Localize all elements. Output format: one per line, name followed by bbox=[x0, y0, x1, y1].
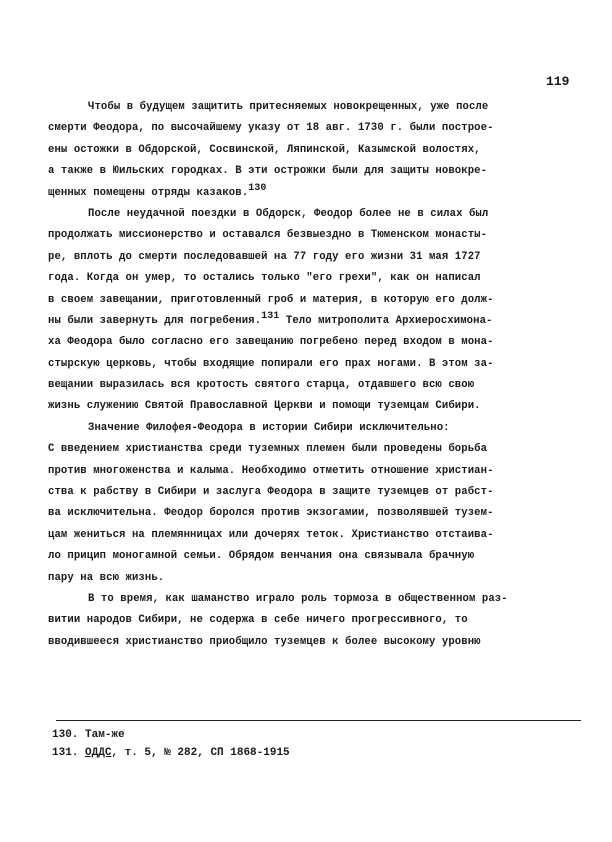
text-line: продолжать миссионерство и оставался безвыездно в Тюменском монасты- bbox=[48, 229, 488, 242]
text-line: года. Когда он умер, то остались только "его грехи", как он написал bbox=[48, 272, 481, 285]
paragraph-1 bbox=[48, 97, 568, 204]
footnote-text: , т. 5, № 282, СП 1868-1915 bbox=[111, 747, 290, 759]
text-line: ре, вплоть до смерти последовавшей на 77 году его жизни 31 мая 1727 bbox=[48, 250, 481, 263]
text-line: жизнь служению Святой Православной Церкви и помощи туземцам Сибири. bbox=[48, 400, 481, 413]
footnote-source: ОДДС bbox=[85, 747, 112, 759]
text-line: С введением христианства среди туземных племен были проведены борьба bbox=[48, 443, 488, 456]
text-line: стырскую церковь, чтобы входящие попирали его прах ногами. В этом за- bbox=[48, 357, 494, 370]
text-line: Чтобы в будущем защитить притесняемых новокрещенных, уже после bbox=[88, 101, 489, 113]
page-number: 119 bbox=[546, 74, 570, 89]
text-line: В то время, как шаманство играло роль тормоза в общественном раз- bbox=[88, 592, 508, 605]
text-line: витии народов Сибири, не содержа в себе ничего прогрессивного, то bbox=[48, 614, 468, 627]
footnote-ref-130: 130 bbox=[248, 182, 267, 194]
text-fragment: ны были завернуть для погребения. bbox=[48, 314, 262, 327]
footnote-number: 130. bbox=[52, 729, 79, 741]
text-line: вводившееся христианство приобщило туземцев к более высокому уровню bbox=[48, 635, 481, 648]
footnote-text: Там-же bbox=[85, 729, 125, 741]
text-line: а также в Юильских городках. В эти острожки были для защиты новокре- bbox=[48, 165, 488, 178]
footnote-divider bbox=[56, 720, 581, 721]
footnotes bbox=[52, 726, 572, 762]
text-line: ены остожки в Обдорской, Сосвинской, Ляпинской, Казымской волостях, bbox=[48, 143, 481, 156]
text-line: цам жениться на племянницах или дочерях теток. Христианство отстаива- bbox=[48, 528, 494, 541]
paragraph-3 bbox=[48, 418, 568, 589]
text-line bbox=[48, 311, 568, 332]
text-line: ства к рабству в Сибири и заслуга Феодора в защите туземцев от рабст- bbox=[48, 486, 494, 499]
paragraph-2 bbox=[48, 204, 568, 418]
text-line: После неудачной поездки в Обдорск, Феодор более не в силах был bbox=[88, 207, 489, 220]
text-fragment: Тело митрополита Архиеросхимона- bbox=[279, 314, 493, 327]
body-text bbox=[48, 97, 568, 653]
text-line: Значение Филофея-Феодора в истории Сибири исключительно: bbox=[88, 421, 450, 434]
text-line: пару на всю жизнь. bbox=[48, 571, 165, 584]
text-line: ва исключительна. Феодор боролся против экзогамии, позволявшей тузем- bbox=[48, 507, 494, 520]
paragraph-4 bbox=[48, 589, 568, 653]
text-line: вещании выразилась вся кротость святого старца, отдавшего всю свою bbox=[48, 379, 475, 392]
footnote-131 bbox=[52, 744, 572, 762]
footnote-ref-131: 131 bbox=[261, 310, 280, 322]
text-line bbox=[48, 183, 568, 204]
text-fragment: щенных помещены отряды казаков. bbox=[48, 186, 249, 199]
text-line: смерти Феодора, по высочайшему указу от 18 авг. 1730 г. были построе- bbox=[48, 122, 494, 135]
footnote-130 bbox=[52, 726, 572, 744]
text-line: в своем завещании, приготовленный гроб и материя, в которую его долж- bbox=[48, 293, 494, 306]
footnote-number: 131. bbox=[52, 747, 79, 759]
text-line: ло прицип моногамной семьи. Обрядом венчания она связывала брачную bbox=[48, 550, 475, 563]
text-line: против многоженства и калыма. Необходимо отметить отношение христиан- bbox=[48, 464, 494, 477]
text-line: ха Феодора было согласно его завещанию погребено перед входом в мона- bbox=[48, 336, 494, 349]
